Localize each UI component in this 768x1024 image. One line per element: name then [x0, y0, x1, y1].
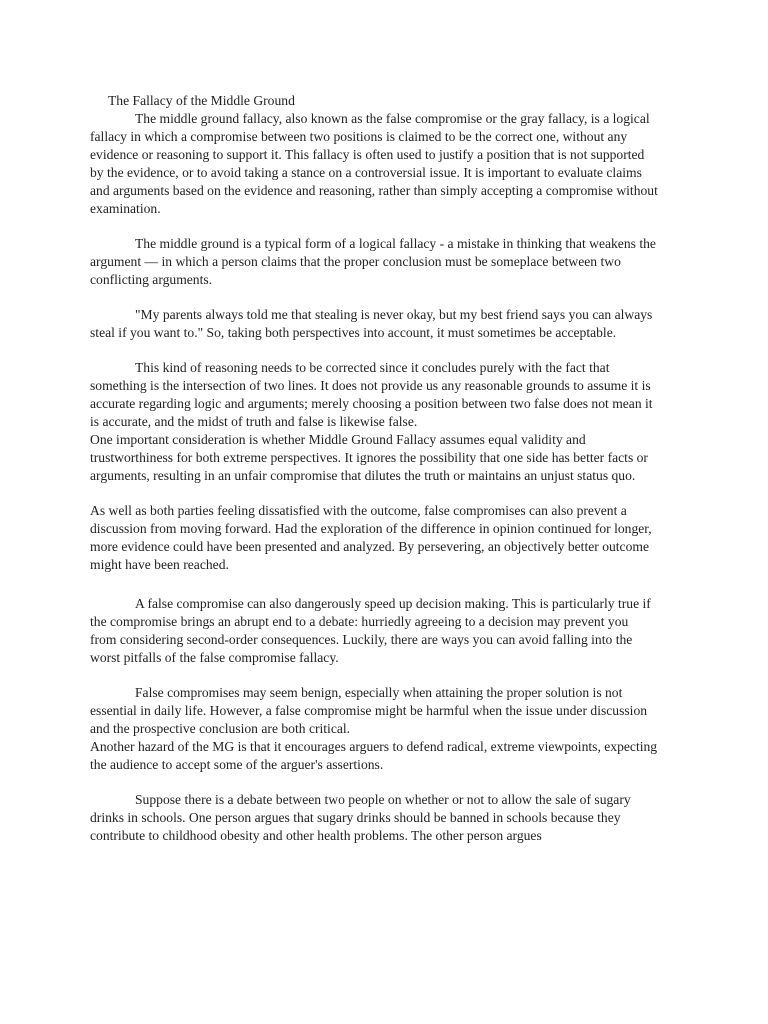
paragraph-7: A false compromise can also dangerously speed up decision making. This is particularly true if the compromise brings an abrupt end to a debate: hurriedly agreeing to a decision may prevent you from considering second-order consequences. Luckily, there are ways you can avoid falling into the worst pitfalls of the false compromise fallacy. [90, 596, 651, 665]
paragraph-6: As well as both parties feeling dissatisfied with the outcome, false compromises can also prevent a discussion from moving forward. Had the exploration of the difference in opinion continued for longer, more evidence could have been presented and analyzed. By persevering, an objectively better outcome might have been reached. [90, 503, 652, 572]
paragraph-2: The middle ground is a typical form of a logical fallacy - a mistake in thinking that weakens the argument — in which a person claims that the proper conclusion must be someplace between two conflicting arguments. [90, 236, 656, 287]
paragraph-10: Suppose there is a debate between two people on whether or not to allow the sale of sugary drinks in schools. One person argues that sugary drinks should be banned in schools because they contribute to childhood obesity and other health problems. The other person argues [90, 792, 631, 843]
paragraph-1: The middle ground fallacy, also known as the false compromise or the gray fallacy, is a logical fallacy in which a compromise between two positions is claimed to be the correct one, without any evidence or reasoning to support it. This fallacy is often used to justify a position that is not supported by the evidence, or to avoid taking a stance on a controversial issue. It is important to evaluate claims and arguments based on the evidence and reasoning, rather than simply accepting a compromise without examination. [90, 111, 658, 216]
paragraph-5: One important consideration is whether Middle Ground Fallacy assumes equal validity and trustworthiness for both extreme perspectives. It ignores the possibility that one side has better facts or arguments, resulting in an unfair compromise that dilutes the truth or maintains an unjust status quo. [90, 432, 648, 483]
paragraph-3: "My parents always told me that stealing is never okay, but my best friend says you can always steal if you want to." So, taking both perspectives into account, it must sometimes be acceptable. [90, 307, 653, 340]
paragraph-4: This kind of reasoning needs to be corrected since it concludes purely with the fact that something is the intersection of two lines. It does not provide us any reasonable grounds to assume it is accurate regarding logic and arguments; merely choosing a position between two false does not mean it is accurate, and the midst of truth and false is likewise false. [90, 360, 653, 429]
paragraph-8: False compromises may seem benign, especially when attaining the proper solution is not essential in daily life. However, a false compromise might be harmful when the issue under discussion and the prospective conclusion are both critical. [90, 685, 648, 736]
document-title: The Fallacy of the Middle Ground [108, 93, 295, 108]
paragraph-9: Another hazard of the MG is that it encourages arguers to defend radical, extreme viewpoints, expecting the audience to accept some of the arguer's assertions. [90, 739, 658, 772]
